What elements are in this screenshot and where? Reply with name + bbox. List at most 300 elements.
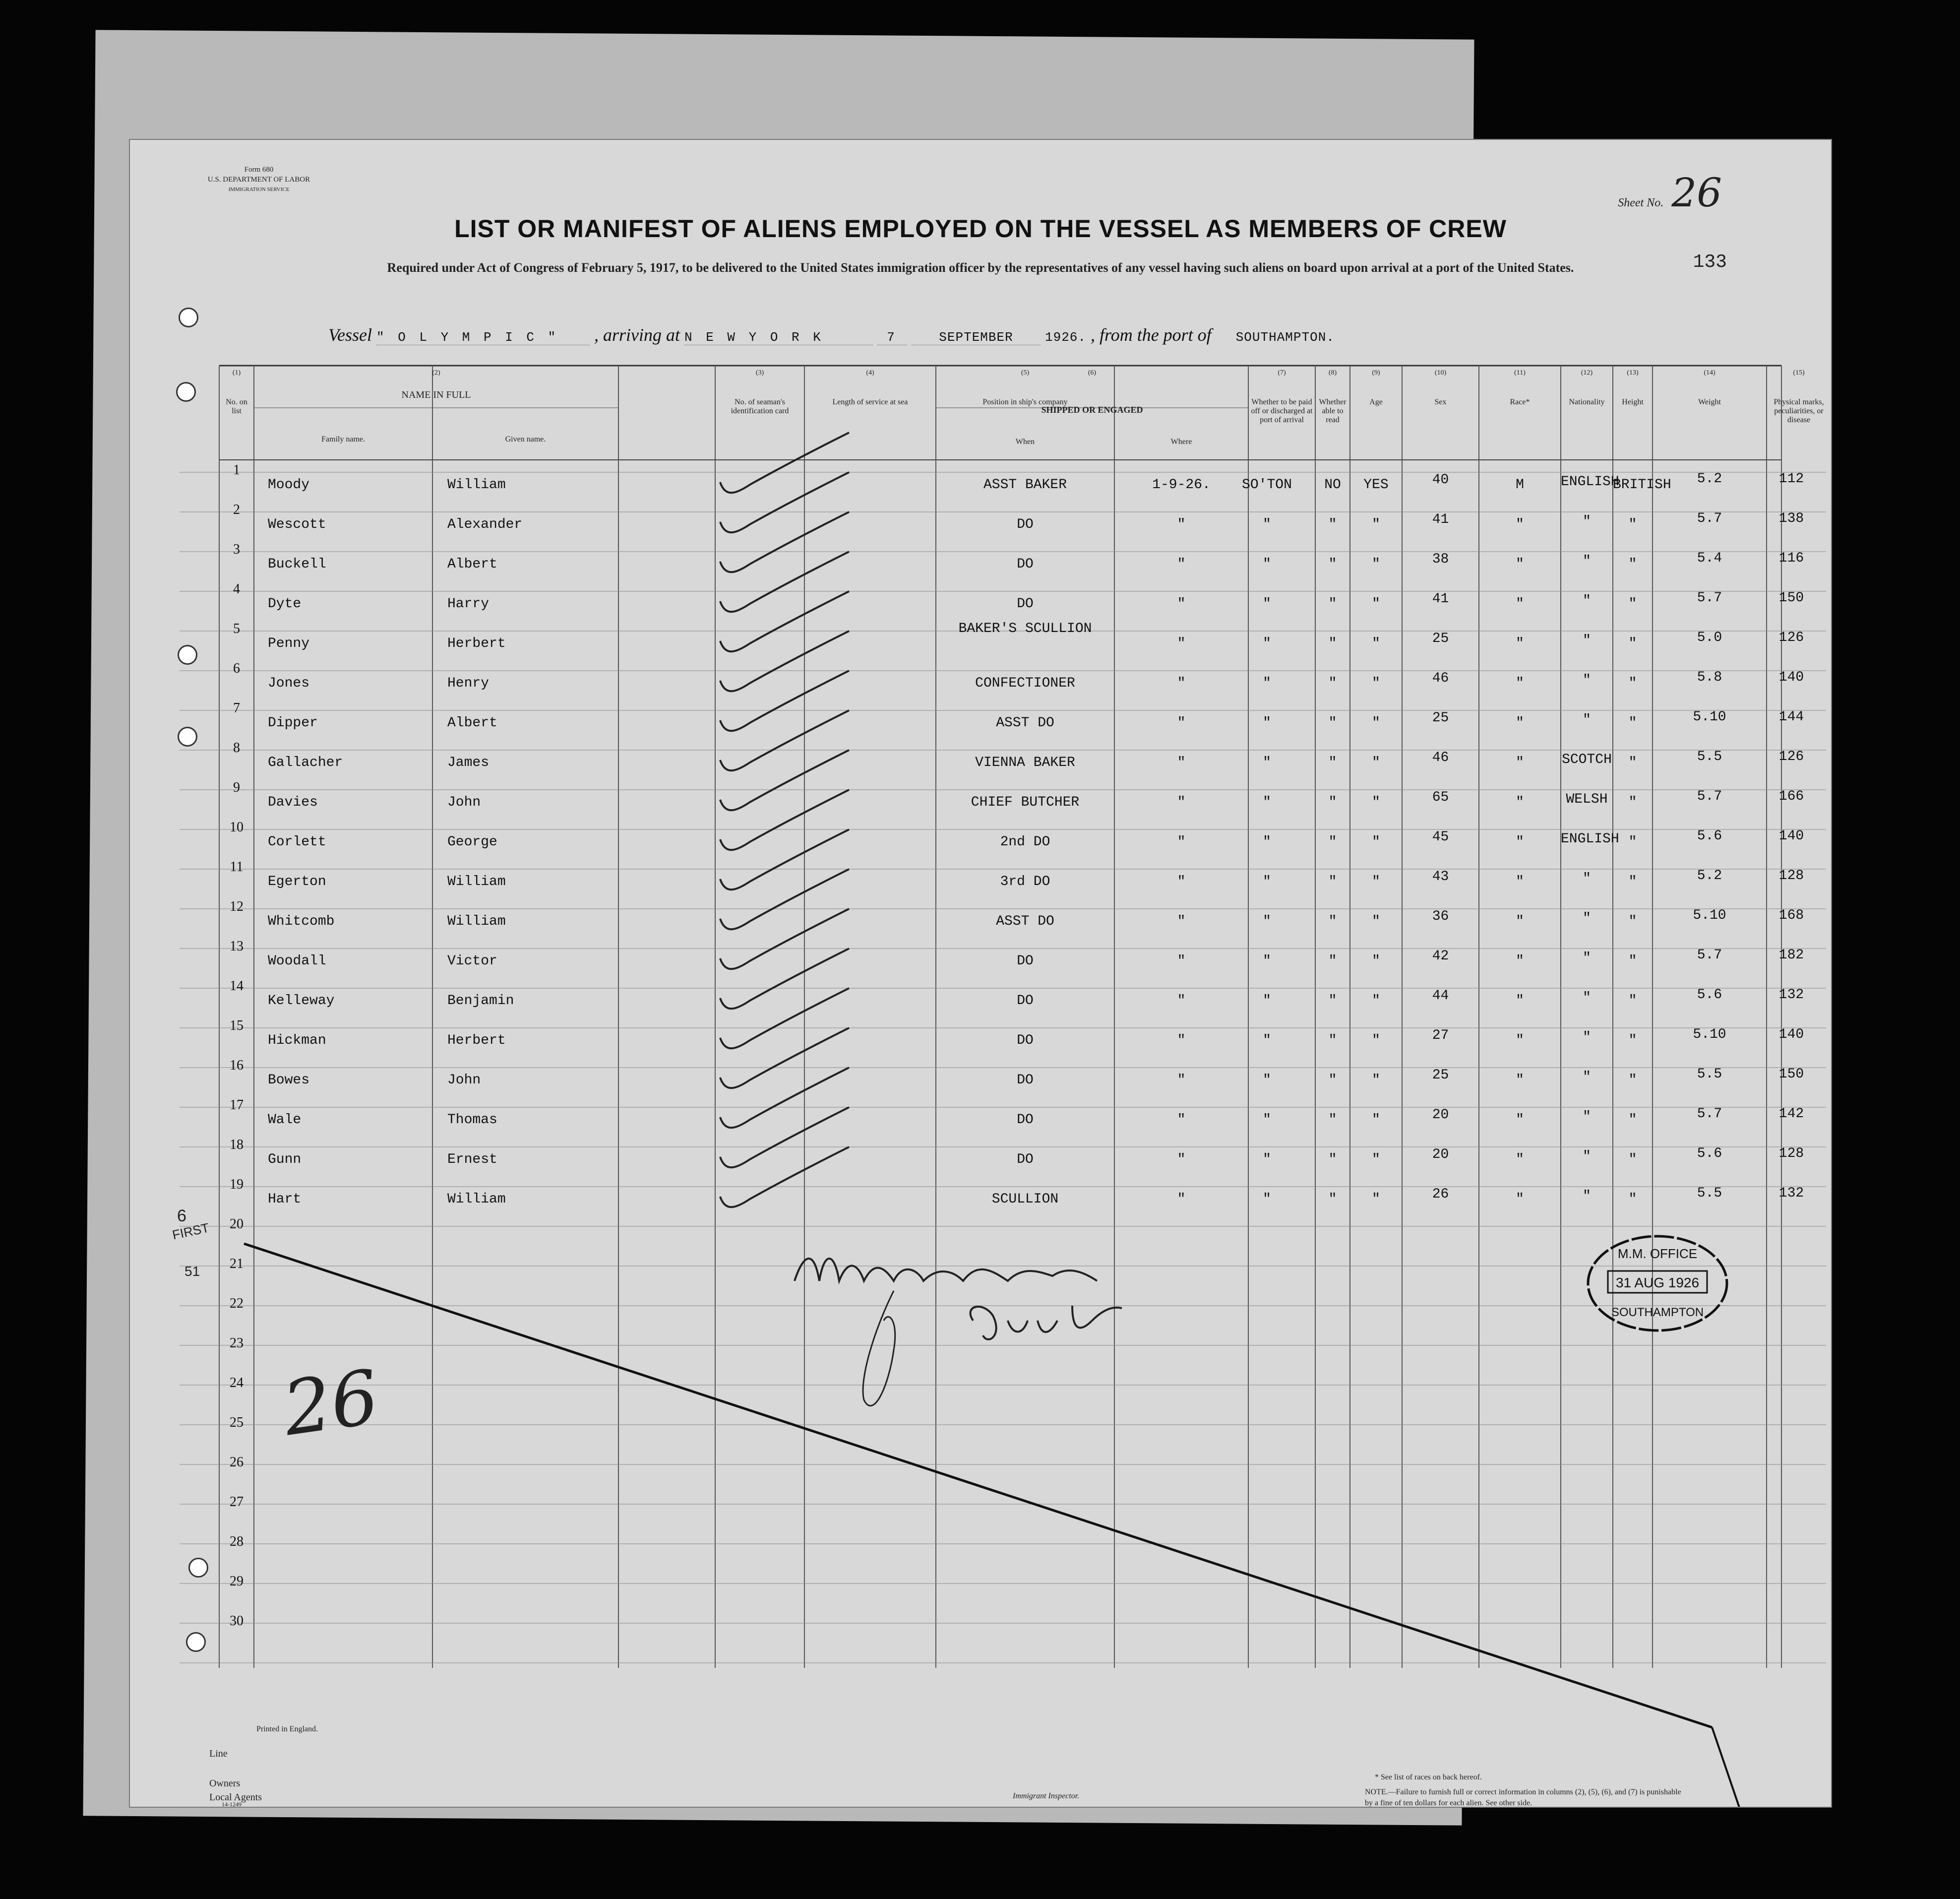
row-number: 1 — [233, 462, 240, 478]
weight: 112 — [1778, 471, 1804, 487]
race: " — [1583, 1149, 1591, 1164]
height: 5.6 — [1697, 987, 1722, 1003]
age: 46 — [1432, 671, 1449, 686]
row-number: 27 — [230, 1494, 244, 1510]
weight: 126 — [1778, 749, 1804, 764]
weight: 116 — [1778, 551, 1804, 566]
col-position-number: (5) — [1021, 369, 1030, 377]
age: 26 — [1432, 1187, 1449, 1202]
weight: 150 — [1778, 590, 1804, 606]
able-to-read: " — [1372, 1073, 1380, 1088]
col-name-label: NAME IN FULL — [401, 389, 471, 400]
races-note: * See list of races on back hereof. — [1375, 1773, 1482, 1781]
able-to-read: " — [1372, 1112, 1380, 1128]
paid-off: " — [1328, 596, 1337, 612]
check-mark — [720, 790, 849, 850]
col-id-card-number: (3) — [755, 369, 764, 377]
punch-hole — [176, 382, 196, 402]
able-to-read: " — [1372, 874, 1380, 889]
shipped-where: " — [1263, 596, 1271, 612]
position: 2nd DO — [1000, 834, 1050, 850]
shipped-where: " — [1263, 1073, 1271, 1088]
able-to-read: " — [1372, 596, 1380, 612]
row-number: 3 — [233, 542, 240, 557]
height: 5.8 — [1697, 670, 1722, 685]
col-id-card-label: No. of seaman's identification card — [731, 398, 789, 415]
weight: 132 — [1778, 1186, 1804, 1201]
weight: 166 — [1778, 789, 1804, 804]
weight: 128 — [1778, 1146, 1804, 1161]
age: 20 — [1432, 1107, 1449, 1123]
age: 41 — [1432, 512, 1449, 527]
arrival-day: 7 — [877, 330, 907, 345]
margin-mark-first: FIRST — [171, 1220, 211, 1243]
punch-hole — [186, 1632, 206, 1652]
given-name: Alexander — [447, 517, 523, 532]
position: DO — [1017, 1073, 1034, 1088]
race: " — [1583, 1030, 1591, 1045]
height: 5.10 — [1693, 908, 1726, 923]
position: ASST DO — [996, 715, 1054, 731]
race: SCOTCH — [1562, 752, 1612, 767]
paid-off: NO — [1324, 477, 1341, 493]
weight: 132 — [1778, 987, 1804, 1003]
check-mark — [720, 552, 849, 612]
shipped-where: " — [1263, 636, 1271, 651]
able-to-read: " — [1372, 676, 1380, 691]
height: 5.7 — [1697, 1106, 1722, 1122]
shipped-where: " — [1263, 1152, 1271, 1167]
paid-off: " — [1328, 795, 1337, 810]
height: 5.7 — [1697, 511, 1722, 526]
given-name: John — [447, 795, 481, 810]
punch-hole — [178, 645, 197, 665]
age: 36 — [1432, 909, 1449, 924]
col-race-number: (11) — [1514, 369, 1526, 377]
height: 5.7 — [1697, 789, 1722, 804]
col-weight-number: (14) — [1704, 369, 1715, 377]
paid-off: " — [1328, 953, 1337, 969]
sex: " — [1516, 874, 1524, 889]
row-number: 9 — [233, 780, 240, 795]
paid-off: " — [1328, 914, 1337, 929]
row-number: 8 — [233, 740, 240, 756]
col-height-label: Height — [1622, 398, 1644, 406]
row-number: 18 — [230, 1137, 244, 1152]
row-number: 28 — [230, 1534, 244, 1549]
col-paid-off-label: Whether to be paid off or discharged at port of arrival — [1251, 398, 1313, 424]
sex: " — [1516, 557, 1524, 572]
nationality: " — [1628, 914, 1637, 929]
sex: " — [1516, 517, 1524, 532]
able-to-read: " — [1372, 993, 1380, 1009]
shipped-when: " — [1177, 676, 1186, 691]
check-mark — [720, 1028, 849, 1088]
shipped-where: " — [1263, 1192, 1271, 1207]
arrival-port: N E W Y O R K — [684, 330, 873, 345]
nationality: " — [1628, 755, 1637, 770]
shipped-when: " — [1177, 1033, 1186, 1048]
weight: 182 — [1778, 948, 1804, 963]
age: 46 — [1432, 750, 1449, 765]
sex: " — [1516, 755, 1524, 770]
row-number: 15 — [230, 1018, 244, 1033]
position: DO — [1017, 1033, 1034, 1048]
able-to-read: " — [1372, 636, 1380, 651]
shipped-when: " — [1177, 1112, 1186, 1128]
row-number: 14 — [230, 978, 244, 994]
position: DO — [1017, 1112, 1034, 1128]
weight: 142 — [1778, 1106, 1804, 1122]
race: " — [1583, 554, 1591, 569]
able-to-read: " — [1372, 953, 1380, 969]
race: " — [1583, 712, 1591, 728]
given-name: William — [447, 1192, 506, 1207]
family-name: Woodall — [268, 953, 326, 969]
weight: 150 — [1778, 1067, 1804, 1082]
check-mark — [720, 1068, 849, 1128]
family-name: Wale — [268, 1112, 302, 1128]
col-age-label: Age — [1369, 398, 1383, 406]
nationality: " — [1628, 1073, 1637, 1088]
manifest-page — [129, 139, 1832, 1808]
col-sex-number: (10) — [1434, 369, 1447, 377]
able-to-read: " — [1372, 755, 1380, 770]
row-number: 22 — [230, 1296, 244, 1311]
nationality: " — [1628, 596, 1637, 612]
arrival-month: SEPTEMBER — [912, 330, 1041, 345]
check-mark — [720, 988, 849, 1048]
row-number: 21 — [230, 1256, 244, 1271]
punch-hole — [179, 308, 198, 327]
family-name: Corlett — [268, 834, 326, 850]
check-mark — [720, 909, 849, 969]
sex: " — [1516, 596, 1524, 612]
paid-off: " — [1328, 1033, 1337, 1048]
sex: " — [1516, 715, 1524, 731]
sex: " — [1516, 795, 1524, 810]
race: " — [1583, 950, 1591, 966]
shipped-where: " — [1263, 517, 1271, 532]
check-mark — [720, 472, 849, 532]
shipped-when: " — [1177, 795, 1186, 810]
col-able-read-number: (8) — [1328, 369, 1337, 377]
paid-off: " — [1328, 636, 1337, 651]
form-service: IMMIGRATION SERVICE — [228, 187, 290, 192]
race: " — [1583, 673, 1591, 688]
given-name: Albert — [447, 557, 497, 572]
paid-off: " — [1328, 1152, 1337, 1167]
row-number: 11 — [230, 859, 244, 875]
height: 5.2 — [1697, 868, 1722, 884]
shipped-when: 1-9-26. — [1152, 477, 1211, 493]
page-title: LIST OR MANIFEST OF ALIENS EMPLOYED ON THE VESSEL AS MEMBERS OF CREW — [454, 215, 1507, 243]
col-when-label: When — [1015, 438, 1035, 446]
given-name: Victor — [447, 953, 497, 969]
weight: 140 — [1778, 828, 1804, 844]
race: ENGLISH — [1561, 831, 1619, 847]
nationality: " — [1628, 1192, 1637, 1207]
sex: " — [1516, 636, 1524, 651]
age: 20 — [1432, 1147, 1449, 1162]
col-physical-number: (15) — [1793, 369, 1805, 377]
family-name: Dipper — [268, 715, 318, 731]
col-height-number: (13) — [1627, 369, 1639, 377]
weight: 140 — [1778, 1027, 1804, 1042]
height: 5.5 — [1697, 749, 1722, 764]
weight: 168 — [1778, 908, 1804, 923]
height: 5.10 — [1693, 709, 1726, 725]
col-given-name-label: Given name. — [505, 435, 546, 443]
check-mark — [720, 750, 849, 810]
col-length-service-number: (4) — [866, 369, 874, 377]
shipped-when: " — [1177, 517, 1186, 532]
nationality: " — [1628, 874, 1637, 889]
from-label: , from the port of — [1091, 325, 1212, 345]
col-able-read-label: Whether able to read — [1319, 398, 1347, 424]
race: " — [1583, 871, 1591, 886]
shipped-where: " — [1263, 834, 1271, 850]
weight: 128 — [1778, 868, 1804, 884]
check-mark — [720, 710, 849, 770]
position: ASST BAKER — [983, 477, 1067, 493]
position: DO — [1017, 993, 1034, 1009]
nationality: BRITISH — [1613, 477, 1671, 493]
stamp-office: M.M. OFFICE — [1617, 1246, 1698, 1261]
margin-mark-51: 51 — [184, 1264, 200, 1279]
arrival-year: 1926. — [1045, 330, 1087, 345]
sex: " — [1516, 993, 1524, 1009]
age: 65 — [1432, 790, 1449, 805]
inspector-label: Immigrant Inspector. — [1013, 1792, 1080, 1800]
paid-off: " — [1328, 1112, 1337, 1128]
vessel-label: Vessel — [328, 325, 372, 345]
check-mark — [720, 512, 849, 572]
stamp-city: SOUTHAMPTON — [1611, 1306, 1704, 1319]
able-to-read: " — [1372, 1192, 1380, 1207]
able-to-read: " — [1372, 517, 1380, 532]
able-to-read: " — [1372, 914, 1380, 929]
row-number: 20 — [230, 1216, 244, 1232]
form-number: Form 680 — [244, 166, 274, 174]
family-name: Bowes — [268, 1073, 310, 1088]
footer-form-code: 14-1249 — [222, 1801, 242, 1808]
row-number: 13 — [230, 939, 244, 954]
shipped-where: " — [1263, 557, 1271, 572]
position: DO — [1017, 557, 1034, 572]
col-name-number: (2) — [432, 369, 440, 377]
shipped-where: " — [1263, 914, 1271, 929]
age: 45 — [1432, 829, 1449, 845]
given-name: George — [447, 834, 497, 850]
position: SCULLION — [991, 1192, 1059, 1207]
weight: 144 — [1778, 709, 1804, 725]
sex: " — [1516, 914, 1524, 929]
nationality: " — [1628, 1112, 1637, 1128]
footer-agents-label: Local Agents — [209, 1792, 262, 1803]
age: 40 — [1432, 472, 1449, 488]
family-name: Gallacher — [268, 755, 343, 770]
position: VIENNA BAKER — [975, 755, 1075, 770]
shipped-where: " — [1263, 993, 1271, 1009]
given-name: William — [447, 477, 506, 493]
weight: 140 — [1778, 670, 1804, 685]
shipped-where: " — [1263, 715, 1271, 731]
age: 41 — [1432, 591, 1449, 607]
col-where-label: Where — [1170, 438, 1192, 446]
race: " — [1583, 633, 1591, 648]
handwritten-sheet-number: 26 — [278, 1354, 384, 1453]
position: DO — [1017, 517, 1034, 532]
shipped-when: " — [1177, 1192, 1186, 1207]
given-name: Herbert — [447, 636, 506, 651]
row-number: 23 — [230, 1335, 244, 1351]
nationality: " — [1628, 1152, 1637, 1167]
paid-off: " — [1328, 676, 1337, 691]
shipped-when: " — [1177, 596, 1186, 612]
row-number: 29 — [230, 1574, 244, 1589]
col-length-service-label: Length of service at sea — [832, 398, 908, 406]
race: " — [1583, 1109, 1591, 1125]
col-race-label: Race* — [1510, 398, 1530, 406]
margin-mark-6: 6 — [177, 1206, 186, 1225]
col-nationality-number: (12) — [1581, 369, 1593, 377]
age: 25 — [1432, 1068, 1449, 1083]
race: WELSH — [1566, 792, 1608, 807]
family-name: Davies — [268, 795, 318, 810]
row-number: 17 — [230, 1097, 244, 1113]
given-name: Ernest — [447, 1152, 497, 1167]
col-physical-label: Physical marks, peculiarities, or disease — [1774, 398, 1824, 424]
able-to-read: YES — [1363, 477, 1389, 493]
height: 5.7 — [1697, 590, 1722, 606]
col-nationality-label: Nationality — [1569, 398, 1605, 406]
shipped-when: " — [1177, 834, 1186, 850]
shipped-when: " — [1177, 953, 1186, 969]
given-name: William — [447, 914, 506, 929]
shipped-where: " — [1263, 874, 1271, 889]
page-subtitle: Required under Act of Congress of February 5, 1917, to be delivered to the United States immigration officer by the representatives of any vessel having such aliens on board upon arrival at a port of the United States. — [387, 260, 1574, 275]
given-name: Thomas — [447, 1112, 497, 1128]
paid-off: " — [1328, 715, 1337, 731]
nationality: " — [1628, 517, 1637, 532]
age: 42 — [1432, 949, 1449, 964]
weight: 126 — [1778, 630, 1804, 645]
col-age-number: (9) — [1372, 369, 1380, 377]
able-to-read: " — [1372, 834, 1380, 850]
paid-off: " — [1328, 557, 1337, 572]
col-position-label: Position in ship's company — [982, 398, 1068, 406]
nationality: " — [1628, 715, 1637, 731]
arriving-label: , arriving at — [594, 325, 680, 345]
footer-owners-label: Owners — [209, 1778, 241, 1789]
col-shipped-label: SHIPPED OR ENGAGED — [1041, 405, 1143, 415]
check-mark — [720, 869, 849, 929]
col-shipped-number: (6) — [1088, 369, 1097, 377]
given-name: John — [447, 1073, 481, 1088]
sex: " — [1516, 834, 1524, 850]
shipped-when: " — [1177, 636, 1186, 651]
family-name: Egerton — [268, 874, 326, 889]
shipped-where: " — [1263, 795, 1271, 810]
family-name: Hart — [268, 1192, 302, 1207]
height: 5.2 — [1697, 471, 1722, 487]
sex: " — [1516, 1073, 1524, 1088]
row-number: 26 — [230, 1455, 244, 1470]
nationality: " — [1628, 676, 1637, 691]
row-number: 2 — [233, 502, 240, 517]
printed-in: Printed in England. — [256, 1725, 318, 1733]
row-number: 4 — [233, 581, 240, 597]
col-sex-label: Sex — [1434, 398, 1447, 406]
sex: " — [1516, 1033, 1524, 1048]
shipped-when: " — [1177, 557, 1186, 572]
given-name: William — [447, 874, 506, 889]
position: ASST DO — [996, 914, 1054, 929]
age: 25 — [1432, 631, 1449, 646]
shipped-where: " — [1263, 1033, 1271, 1048]
check-mark — [720, 591, 849, 651]
able-to-read: " — [1372, 1152, 1380, 1167]
able-to-read: " — [1372, 557, 1380, 572]
nationality: " — [1628, 557, 1637, 572]
family-name: Jones — [268, 676, 310, 691]
shipped-when: " — [1177, 755, 1186, 770]
sex: " — [1516, 1112, 1524, 1128]
race: " — [1583, 514, 1591, 529]
check-mark — [720, 829, 849, 889]
race: " — [1583, 1189, 1591, 1204]
shipped-when: " — [1177, 1073, 1186, 1088]
paid-off: " — [1328, 755, 1337, 770]
punch-hole — [178, 727, 197, 747]
race: " — [1583, 593, 1591, 609]
given-name: Henry — [447, 676, 490, 691]
nationality: " — [1628, 834, 1637, 850]
position: DO — [1017, 596, 1034, 612]
nationality: " — [1628, 795, 1637, 810]
family-name: Buckell — [268, 557, 326, 572]
age: 25 — [1432, 710, 1449, 726]
shipped-when: " — [1177, 914, 1186, 929]
row-number: 5 — [233, 621, 240, 636]
position: 3rd DO — [1000, 874, 1050, 889]
able-to-read: " — [1372, 1033, 1380, 1048]
col-paid-off-number: (7) — [1278, 369, 1286, 377]
form-department: U.S. DEPARTMENT OF LABOR — [207, 176, 310, 184]
sex: M — [1516, 477, 1524, 493]
shipped-when: " — [1177, 1152, 1186, 1167]
nationality: " — [1628, 953, 1637, 969]
position: BAKER'S SCULLION — [958, 621, 1092, 636]
row-number: 24 — [230, 1375, 244, 1391]
shipped-when: " — [1177, 715, 1186, 731]
family-name: Wescott — [268, 517, 326, 532]
nationality: " — [1628, 636, 1637, 651]
signature-text: M Montgomery Purser — [785, 1429, 795, 1430]
height: 5.4 — [1697, 551, 1722, 566]
given-name: Harry — [447, 596, 490, 612]
departure-port: SOUTHAMPTON. — [1235, 330, 1335, 345]
sex: " — [1516, 1192, 1524, 1207]
race: " — [1583, 1070, 1591, 1085]
check-mark — [720, 1107, 849, 1167]
paid-off: " — [1328, 993, 1337, 1009]
family-name: Moody — [268, 477, 310, 493]
row-number: 10 — [230, 820, 244, 835]
height: 5.5 — [1697, 1067, 1722, 1082]
col-no-number: (1) — [232, 369, 241, 377]
